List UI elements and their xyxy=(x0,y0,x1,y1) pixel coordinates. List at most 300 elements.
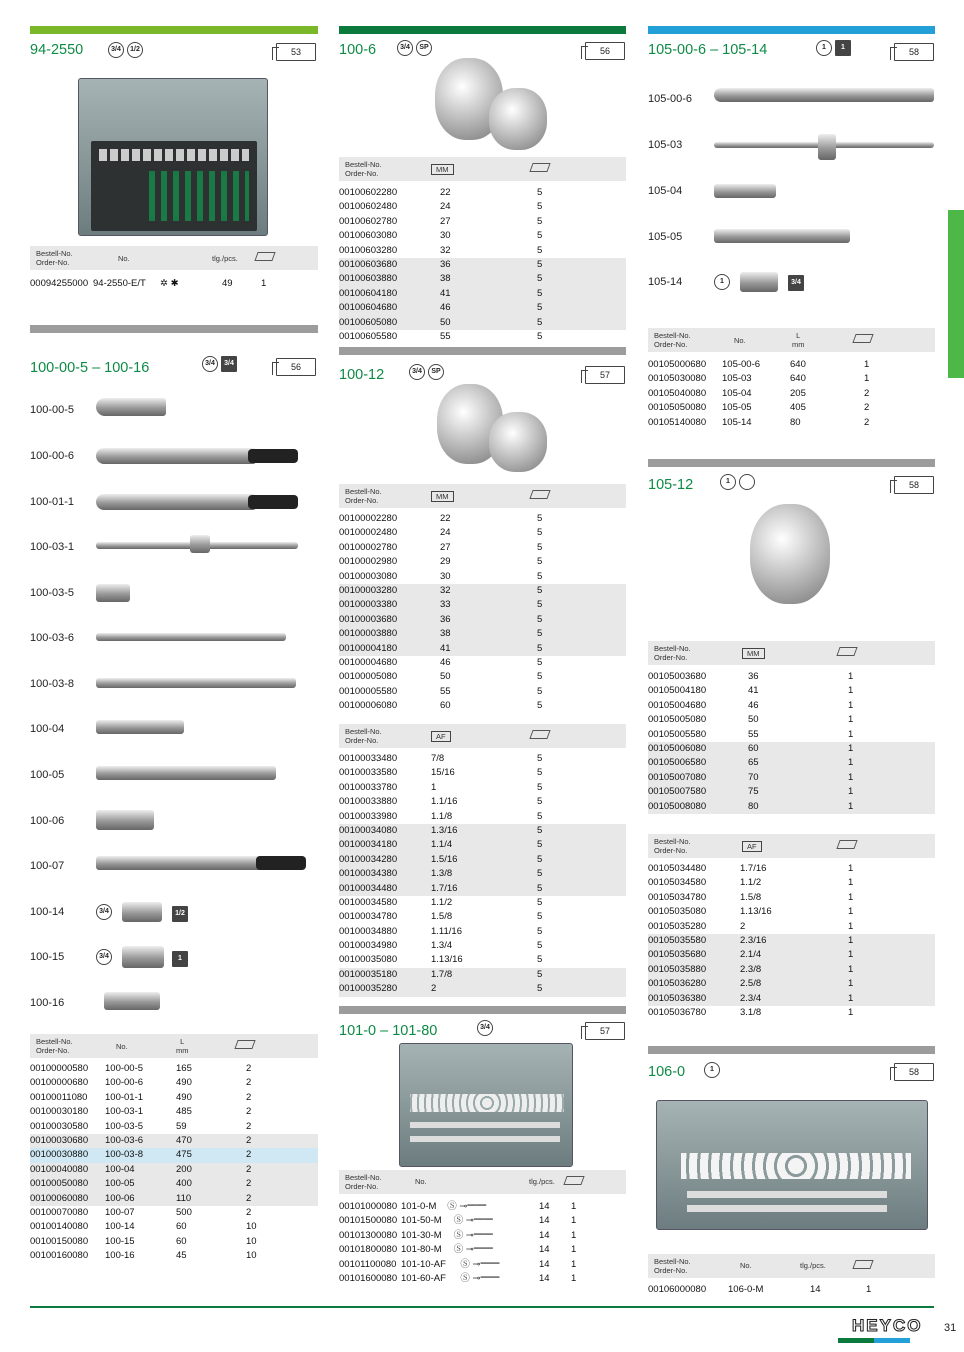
table-row xyxy=(339,853,626,867)
table-cell: 5 xyxy=(537,671,543,683)
pack-icon xyxy=(254,252,275,261)
table-cell: 1 xyxy=(864,373,870,385)
table-cell: 29 xyxy=(440,556,451,568)
hinge-handle-image xyxy=(96,856,266,870)
table-cell: 00105035080 xyxy=(648,906,707,918)
table-cell: 27 xyxy=(440,215,451,227)
sp-ratchet-icon: Ⓢ ⊸━━ xyxy=(460,1258,500,1270)
table-row xyxy=(648,992,935,1006)
table-cell: 00100605580 xyxy=(339,330,398,342)
table-cell: 00100003880 xyxy=(339,628,398,640)
item-label: 100-04 xyxy=(30,723,65,735)
table-cell: 5 xyxy=(537,853,543,865)
table-cell: 00100070080 xyxy=(30,1206,89,1218)
table-row xyxy=(339,896,626,910)
item-label: 100-01-1 xyxy=(30,496,75,508)
section-title: 100-12 xyxy=(339,367,385,383)
table-cell: 00100602280 xyxy=(339,187,398,198)
table-cell: 105-04 xyxy=(722,387,752,399)
table-cell: 101-50-M xyxy=(401,1215,442,1227)
drive-symbols xyxy=(714,274,730,290)
table-row xyxy=(339,939,626,953)
table-row xyxy=(30,1192,318,1206)
table-cell: 00105004680 xyxy=(648,699,707,711)
table-cell: 80 xyxy=(790,416,801,428)
table-row xyxy=(339,781,626,795)
table-cell: 00105030080 xyxy=(648,373,707,385)
table-cell: 45 xyxy=(176,1250,187,1262)
table-cell: 5 xyxy=(537,767,543,779)
table-cell: 5 xyxy=(537,302,543,314)
table-row xyxy=(648,372,935,386)
page-reference[interactable]: 58 xyxy=(894,476,934,494)
table-row xyxy=(339,570,626,584)
pack-icon xyxy=(529,490,550,499)
table-cell: 00100004180 xyxy=(339,642,398,654)
table-row xyxy=(30,1177,318,1191)
drive-3-4-icon: 3/4 xyxy=(96,949,112,965)
table-cell: 5 xyxy=(537,613,543,625)
table-cell: 1 xyxy=(848,786,854,798)
table-cell: 1 xyxy=(848,714,854,726)
item-label: 100-05 xyxy=(30,769,65,781)
table-cell: 1 xyxy=(848,978,854,990)
table-row xyxy=(339,627,626,641)
table-cell: 00105006580 xyxy=(648,757,707,769)
section-bar xyxy=(339,1006,626,1014)
table-row xyxy=(648,891,935,905)
table-cell: 5 xyxy=(537,796,543,808)
drive-symbols xyxy=(96,904,112,920)
table-cell: 2 xyxy=(246,1163,252,1175)
table-cell: 24 xyxy=(440,201,451,213)
table-row xyxy=(339,330,626,344)
table-cell: 41 xyxy=(440,642,451,654)
table-cell: 00105008080 xyxy=(648,800,707,812)
table-cell: 60 xyxy=(748,742,759,754)
table-row xyxy=(648,358,935,372)
page-reference[interactable]: 53 xyxy=(276,43,316,61)
table-row xyxy=(339,882,626,896)
item-label: 100-16 xyxy=(30,997,65,1009)
table-header: Bestell-No. Order-No. No. L mm xyxy=(30,1034,318,1058)
table-cell: 00106000080 xyxy=(648,1284,707,1295)
table-cell: 5 xyxy=(537,656,543,668)
item-label: 105-04 xyxy=(648,185,683,197)
table-cell: 5 xyxy=(537,513,543,524)
page-reference[interactable]: 57 xyxy=(585,1022,625,1040)
table-row xyxy=(339,1212,626,1226)
table-body xyxy=(648,358,935,430)
square-drive-icon: 3/4 xyxy=(221,356,237,372)
table-cell: 00100034280 xyxy=(339,853,398,865)
table-cell: 2 xyxy=(246,1192,252,1204)
table-cell: 400 xyxy=(176,1178,192,1190)
pack-icon xyxy=(836,647,857,656)
table-cell: 1.1/16 xyxy=(431,796,458,808)
table-cell: 2 xyxy=(864,416,870,428)
section-title: 105-12 xyxy=(648,477,694,493)
section-title: 101-0 – 101-80 xyxy=(339,1023,438,1039)
table-header: Bestell-No. Order-No. MM xyxy=(339,157,626,181)
table-cell: 00100002480 xyxy=(339,527,398,539)
socket-image xyxy=(489,412,547,472)
table-cell: 5 xyxy=(537,599,543,611)
table-cell: 5 xyxy=(537,700,543,712)
table-row xyxy=(339,541,626,555)
table-cell: 59 xyxy=(176,1120,187,1132)
table-cell: 00105005580 xyxy=(648,728,707,740)
table-cell: 00105040080 xyxy=(648,387,707,399)
table-body xyxy=(30,1062,318,1263)
table-cell: 00100604180 xyxy=(339,287,398,299)
table-cell: 1 xyxy=(864,359,870,370)
table-row xyxy=(648,1006,935,1020)
table-cell: 5 xyxy=(537,244,543,256)
table-cell: 1 xyxy=(848,906,854,918)
table-cell: 00100603080 xyxy=(339,230,398,242)
table-row xyxy=(339,953,626,967)
table-cell: 00100160080 xyxy=(30,1250,89,1262)
table-cell: 1.1/4 xyxy=(431,839,453,851)
table-cell: 10 xyxy=(246,1221,257,1233)
table-cell: 1 xyxy=(571,1258,577,1270)
table-cell: 5 xyxy=(537,968,543,980)
table-cell: 60 xyxy=(176,1235,187,1247)
pack-icon xyxy=(234,1040,255,1049)
table-cell: 2 xyxy=(864,402,870,414)
table-header: Bestell-No. Order-No. No. tlg./pcs. xyxy=(339,1170,626,1194)
item-label: 105-00-6 xyxy=(648,93,693,105)
table-row xyxy=(30,1062,318,1076)
table-cell: 1 xyxy=(866,1284,872,1295)
table-cell: 100-03-1 xyxy=(105,1106,144,1118)
adaptor-image xyxy=(122,946,164,968)
table-row xyxy=(339,258,626,272)
page-reference[interactable]: 57 xyxy=(585,366,625,384)
table-cell: 5 xyxy=(537,230,543,242)
socket-image xyxy=(489,88,547,150)
table-row xyxy=(339,584,626,598)
table-cell: 00105036780 xyxy=(648,1006,707,1018)
table-row xyxy=(339,1270,626,1284)
table-cell: 00100033480 xyxy=(339,753,398,764)
table-cell: 00100034380 xyxy=(339,868,398,880)
table-row xyxy=(648,963,935,977)
pack-icon xyxy=(836,840,857,849)
table-row xyxy=(339,1198,626,1212)
table-cell: 2 xyxy=(246,1134,252,1146)
item-label: 100-15 xyxy=(30,951,65,963)
table-cell: 100-00-6 xyxy=(105,1077,144,1089)
page-reference[interactable]: 56 xyxy=(585,42,625,60)
drive-3-4-icon: 3/4 xyxy=(397,40,413,56)
table-cell: 00100034580 xyxy=(339,896,398,908)
table-cell: 5 xyxy=(537,753,543,764)
table-cell: 2.3/4 xyxy=(740,992,762,1004)
table-cell: 00100035080 xyxy=(339,954,398,966)
table-cell: 2 xyxy=(246,1063,252,1074)
table-header: Bestell-No. Order-No. No. tlg./pcs. xyxy=(30,246,318,270)
table-cell: 00105034480 xyxy=(648,863,707,874)
table-cell: 5 xyxy=(537,824,543,836)
drive-symbols xyxy=(477,1020,493,1036)
drive-symbols xyxy=(202,356,237,372)
table-cell: 22 xyxy=(440,513,451,524)
column-2 xyxy=(339,0,626,1352)
table-cell: 100-14 xyxy=(105,1221,135,1233)
table-cell: 00100003680 xyxy=(339,613,398,625)
table-cell: 41 xyxy=(748,685,759,697)
table-cell: 00100034480 xyxy=(339,882,398,894)
table-cell: 22 xyxy=(440,187,451,198)
table-cell: 5 xyxy=(537,316,543,328)
table-cell: 5 xyxy=(537,896,543,908)
ratchet-image xyxy=(96,448,256,464)
table-cell: 00100033880 xyxy=(339,796,398,808)
table-cell: 100-06 xyxy=(105,1192,135,1204)
table-row xyxy=(30,1235,318,1249)
table-cell: 470 xyxy=(176,1134,192,1146)
logo-stripe xyxy=(874,1338,910,1343)
table-cell: 1 xyxy=(848,949,854,961)
table-cell: 00105007580 xyxy=(648,786,707,798)
table-row xyxy=(339,670,626,684)
section-title: 105-00-6 – 105-14 xyxy=(648,42,768,58)
table-cell: 1.3/4 xyxy=(431,940,453,952)
table-row xyxy=(648,934,935,948)
table-cell: 00105036280 xyxy=(648,978,707,990)
table-cell: 00101600080 xyxy=(339,1272,398,1284)
table-cell: 55 xyxy=(748,728,759,740)
socket-image xyxy=(750,504,830,604)
table-cell: 1 xyxy=(848,891,854,903)
table-cell: 1.13/16 xyxy=(431,954,463,966)
table-row xyxy=(339,526,626,540)
drive-3-4-icon: 3/4 xyxy=(202,356,218,372)
table-cell: 14 xyxy=(539,1215,550,1227)
drive-symbols xyxy=(108,42,143,58)
table-cell: 00100602480 xyxy=(339,201,398,213)
table-cell: 1 xyxy=(571,1201,577,1212)
table-cell: 2 xyxy=(864,387,870,399)
table-cell: 00100000680 xyxy=(30,1077,89,1089)
table-cell: 00100050080 xyxy=(30,1178,89,1190)
brand-logo: HEYCO xyxy=(852,1316,923,1335)
table-cell: 101-10-AF xyxy=(401,1258,446,1270)
table-row xyxy=(648,862,935,876)
table-cell: 00101000080 xyxy=(339,1201,398,1212)
page-reference[interactable]: 58 xyxy=(894,1063,934,1081)
pack-icon xyxy=(852,334,873,343)
table-cell: 1 xyxy=(848,863,854,874)
drive-3-4-icon: 3/4 xyxy=(409,364,425,380)
table-cell: 00100005580 xyxy=(339,685,398,697)
table-cell: 60 xyxy=(176,1221,187,1233)
table-cell: 00100006080 xyxy=(339,700,398,712)
table-cell: 1 xyxy=(848,934,854,946)
table-cell: 1.3/8 xyxy=(431,868,453,880)
adaptor-image xyxy=(122,902,162,922)
bar-image xyxy=(96,678,296,688)
column-3 xyxy=(648,0,935,1352)
page-reference[interactable]: 58 xyxy=(894,43,934,61)
table-cell: 5 xyxy=(537,527,543,539)
item-label: 100-03-8 xyxy=(30,678,75,690)
square-drive-icon: 1 xyxy=(835,40,851,56)
drive-1-icon: 1 xyxy=(704,1062,720,1078)
table-row xyxy=(339,824,626,838)
table-cell: 00100604680 xyxy=(339,302,398,314)
table-body xyxy=(648,862,935,1020)
table-cell: 46 xyxy=(440,656,451,668)
chapter-tab xyxy=(948,210,964,378)
drive-symbols xyxy=(96,949,112,965)
page-reference[interactable]: 56 xyxy=(276,358,316,376)
table-header: Bestell-No. Order-No. No. L mm xyxy=(648,328,935,352)
table-row xyxy=(339,766,626,780)
table-cell: 2 xyxy=(431,983,437,995)
table-row xyxy=(648,800,935,814)
table-cell: 14 xyxy=(810,1284,821,1295)
table-cell: 5 xyxy=(537,983,543,995)
table-cell: 100-03-5 xyxy=(105,1120,144,1132)
table-row xyxy=(339,613,626,627)
torx-icon: ✲ ✱ xyxy=(160,278,179,289)
universal-joint-image xyxy=(96,810,154,830)
table-row xyxy=(339,656,626,670)
table-cell: 1 xyxy=(848,1006,854,1018)
table-row xyxy=(339,752,626,766)
table-cell: 00100004680 xyxy=(339,656,398,668)
table-row xyxy=(339,838,626,852)
table-cell: 00105034780 xyxy=(648,891,707,903)
table-cell: 405 xyxy=(790,402,806,414)
table-cell: 36 xyxy=(440,258,451,270)
table-row: 00094255000 94-2550-E/T ✲ ✱ 49 1 xyxy=(30,277,318,291)
table-cell: 105-00-6 xyxy=(722,359,761,370)
table-row xyxy=(339,1256,626,1270)
table-cell: 1 xyxy=(848,728,854,740)
table-cell: 70 xyxy=(748,771,759,783)
table-row xyxy=(30,1148,318,1162)
table-cell: 2 xyxy=(246,1178,252,1190)
table-cell: 5 xyxy=(537,810,543,822)
section-bar xyxy=(648,459,935,467)
table-header: Bestell-No. Order-No. AF xyxy=(648,834,935,858)
table-cell: 490 xyxy=(176,1091,192,1103)
sp-icon: SP xyxy=(416,40,432,56)
table-cell: 00100034880 xyxy=(339,925,398,937)
item-label: 100-07 xyxy=(30,860,65,872)
pack-icon xyxy=(852,1260,873,1269)
table-row xyxy=(648,756,935,770)
table-cell: 101-80-M xyxy=(401,1244,442,1256)
table-cell: 00100002980 xyxy=(339,556,398,568)
table-row xyxy=(30,1163,318,1177)
table-cell: 100-00-5 xyxy=(105,1063,144,1074)
table-cell: 50 xyxy=(748,714,759,726)
table-row xyxy=(339,925,626,939)
table-cell: 1 xyxy=(848,699,854,711)
table-body xyxy=(30,277,318,291)
table-cell: 2 xyxy=(740,920,746,932)
table-row xyxy=(648,684,935,698)
table-row xyxy=(30,1134,318,1148)
table-cell: 32 xyxy=(440,584,451,596)
table-cell: 2.3/8 xyxy=(740,963,762,975)
section-bar xyxy=(339,26,626,34)
table-cell: 00100060080 xyxy=(30,1192,89,1204)
table-cell: 80 xyxy=(748,800,759,812)
drive-symbols xyxy=(720,474,755,490)
table-row xyxy=(339,598,626,612)
table-row xyxy=(648,905,935,919)
table-row xyxy=(648,785,935,799)
table-cell: 00105036380 xyxy=(648,992,707,1004)
table-row xyxy=(30,1249,318,1263)
table-cell: 1 xyxy=(848,742,854,754)
table-cell: 55 xyxy=(440,330,451,342)
table-cell: 00100003080 xyxy=(339,570,398,582)
table-cell: 00105140080 xyxy=(648,416,707,428)
pack-icon xyxy=(529,730,550,739)
table-cell: 101-0-M xyxy=(401,1201,437,1212)
table-cell: 1.7/16 xyxy=(740,863,767,874)
table-cell: 1 xyxy=(571,1272,577,1284)
extension-image xyxy=(96,720,184,734)
table-cell: 30 xyxy=(440,570,451,582)
table-cell: 100-04 xyxy=(105,1163,135,1175)
table-cell: 1 xyxy=(848,671,854,682)
table-cell: 100-03-8 xyxy=(105,1149,144,1161)
table-cell: 5 xyxy=(537,570,543,582)
table-cell: 00101100080 xyxy=(339,1258,397,1270)
table-row xyxy=(648,401,935,415)
table-header: Bestell-No. Order-No. MM xyxy=(339,484,626,508)
table-cell: 500 xyxy=(176,1206,192,1218)
table-row xyxy=(30,1220,318,1234)
table-row xyxy=(339,1241,626,1255)
table-cell: 2.5/8 xyxy=(740,978,762,990)
table-cell: 00100035180 xyxy=(339,968,398,980)
table-row xyxy=(30,1091,318,1105)
table-cell: 100-05 xyxy=(105,1178,135,1190)
table-cell: 00100603280 xyxy=(339,244,398,256)
table-cell: 5 xyxy=(537,882,543,894)
table-cell: 00100603680 xyxy=(339,258,398,270)
table-cell: 00100003280 xyxy=(339,584,398,596)
ratchet-image xyxy=(96,398,166,416)
table-cell: 1 xyxy=(848,963,854,975)
table-cell: 00101300080 xyxy=(339,1229,398,1241)
table-row xyxy=(339,810,626,824)
table-cell: 50 xyxy=(440,316,451,328)
table-cell: 101-30-M xyxy=(401,1229,442,1241)
table-row xyxy=(339,186,626,200)
table-cell: 5 xyxy=(537,868,543,880)
table-cell: 60 xyxy=(440,700,451,712)
table-cell: 5 xyxy=(537,187,543,198)
sp-ratchet-icon: Ⓢ ⊸━━ xyxy=(460,1272,500,1284)
table-cell: 36 xyxy=(440,613,451,625)
table-cell: 00100034780 xyxy=(339,911,398,923)
table-cell: 00105004180 xyxy=(648,685,707,697)
table-cell: 00105035880 xyxy=(648,963,707,975)
table-header: Bestell-No. Order-No. AF xyxy=(339,724,626,748)
table-cell: 5 xyxy=(537,541,543,553)
table-cell: 2.1/4 xyxy=(740,949,762,961)
